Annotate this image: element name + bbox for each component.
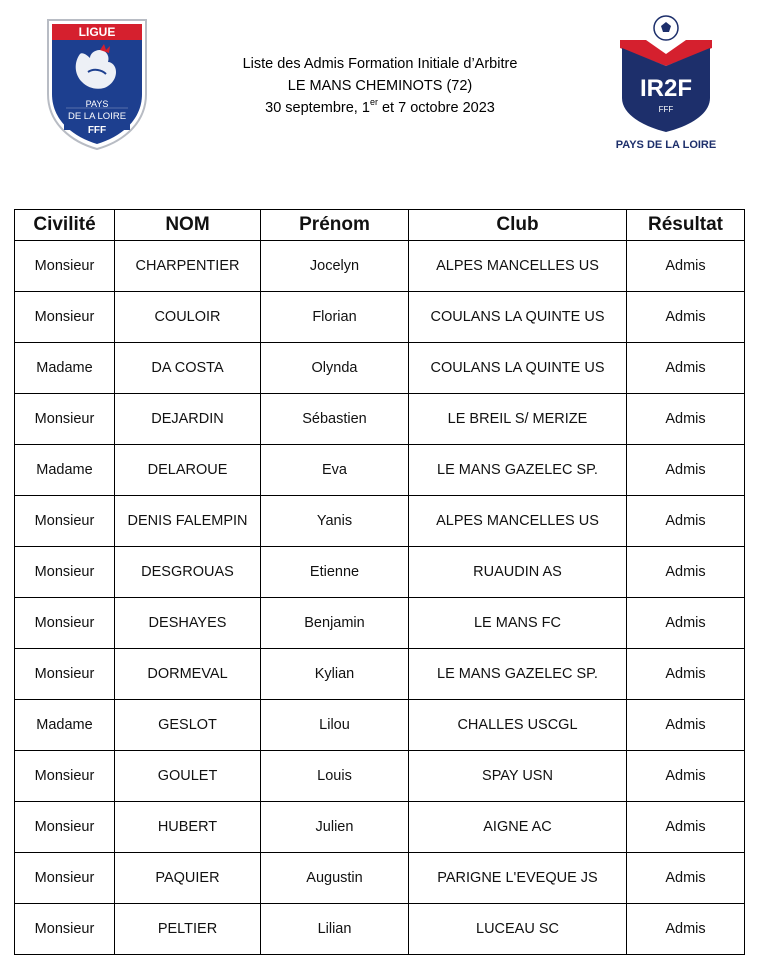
column-header-resultat: Résultat xyxy=(627,210,745,241)
header-dates-start: 30 septembre, 1 xyxy=(265,100,370,116)
cell-nom: DORMEVAL xyxy=(115,649,261,700)
cell-prenom: Benjamin xyxy=(261,598,409,649)
cell-club: LE MANS GAZELEC SP. xyxy=(409,445,627,496)
cell-resultat: Admis xyxy=(627,547,745,598)
logo-right-mark: IR2F xyxy=(639,75,693,102)
cell-prenom: Olynda xyxy=(261,343,409,394)
table-header-row xyxy=(15,210,745,241)
table-row xyxy=(15,445,745,496)
header-dates xyxy=(190,97,570,119)
cell-prenom: Lilou xyxy=(261,700,409,751)
cell-club: LE BREIL S/ MERIZE xyxy=(409,394,627,445)
cell-civilite: Monsieur xyxy=(15,751,115,802)
cell-resultat: Admis xyxy=(627,343,745,394)
cell-resultat: Admis xyxy=(627,853,745,904)
cell-club: AIGNE AC xyxy=(409,802,627,853)
cell-prenom: Jocelyn xyxy=(261,241,409,292)
table-row xyxy=(15,547,745,598)
cell-nom: DELAROUE xyxy=(115,445,261,496)
cell-nom: COULOIR xyxy=(115,292,261,343)
cell-prenom: Florian xyxy=(261,292,409,343)
column-header-club: Club xyxy=(409,210,627,241)
logo-left-top-text: LIGUE xyxy=(78,25,116,39)
cell-civilite: Monsieur xyxy=(15,547,115,598)
column-header-civilite: Civilité xyxy=(15,210,115,241)
cell-prenom: Augustin xyxy=(261,853,409,904)
table-row xyxy=(15,241,745,292)
column-header-nom: NOM xyxy=(115,210,261,241)
cell-prenom: Kylian xyxy=(261,649,409,700)
cell-civilite: Monsieur xyxy=(15,292,115,343)
cell-civilite: Madame xyxy=(15,700,115,751)
table-row xyxy=(15,904,745,955)
cell-nom: GESLOT xyxy=(115,700,261,751)
cell-club: PARIGNE L'EVEQUE JS xyxy=(409,853,627,904)
cell-nom: PELTIER xyxy=(115,904,261,955)
cell-prenom: Yanis xyxy=(261,496,409,547)
logo-left-line1: PAYS xyxy=(85,99,109,109)
cell-resultat: Admis xyxy=(627,445,745,496)
table-row xyxy=(15,649,745,700)
table-row xyxy=(15,751,745,802)
cell-prenom: Louis xyxy=(261,751,409,802)
cell-prenom: Sébastien xyxy=(261,394,409,445)
cell-resultat: Admis xyxy=(627,649,745,700)
cell-nom: CHARPENTIER xyxy=(115,241,261,292)
cell-resultat: Admis xyxy=(627,292,745,343)
cell-nom: DESHAYES xyxy=(115,598,261,649)
cell-prenom: Lilian xyxy=(261,904,409,955)
header-dates-end: et 7 octobre 2023 xyxy=(377,100,495,116)
table-row xyxy=(15,700,745,751)
cell-nom: DA COSTA xyxy=(115,343,261,394)
header-venue: LE MANS CHEMINOTS (72) xyxy=(287,78,473,94)
cell-prenom: Julien xyxy=(261,802,409,853)
cell-club: LE MANS GAZELEC SP. xyxy=(409,649,627,700)
logo-left-line2: DE LA LOIRE xyxy=(67,111,127,122)
document-header xyxy=(190,53,570,119)
cell-resultat: Admis xyxy=(627,751,745,802)
cell-prenom: Etienne xyxy=(261,547,409,598)
cell-resultat: Admis xyxy=(627,802,745,853)
cell-resultat: Admis xyxy=(627,700,745,751)
table-row xyxy=(15,292,745,343)
cell-nom: HUBERT xyxy=(115,802,261,853)
cell-nom: DESGROUAS xyxy=(115,547,261,598)
logo-right-caption: PAYS DE LA LOIRE xyxy=(615,139,717,151)
cell-civilite: Madame xyxy=(15,343,115,394)
cell-nom: DENIS FALEMPIN xyxy=(115,496,261,547)
ir2f-logo xyxy=(610,14,722,156)
table-row xyxy=(15,853,745,904)
logo-left-line3: FFF xyxy=(87,125,107,136)
cell-resultat: Admis xyxy=(627,496,745,547)
cell-prenom: Eva xyxy=(261,445,409,496)
cell-club: RUAUDIN AS xyxy=(409,547,627,598)
cell-civilite: Monsieur xyxy=(15,649,115,700)
cell-civilite: Monsieur xyxy=(15,598,115,649)
header-title: Liste des Admis Formation Initiale d’Arbitre xyxy=(242,56,518,72)
ligue-pays-de-la-loire-logo xyxy=(44,16,150,152)
cell-club: LE MANS FC xyxy=(409,598,627,649)
cell-civilite: Monsieur xyxy=(15,241,115,292)
table-row xyxy=(15,802,745,853)
cell-civilite: Monsieur xyxy=(15,496,115,547)
cell-resultat: Admis xyxy=(627,241,745,292)
cell-resultat: Admis xyxy=(627,394,745,445)
header-dates-sup: er xyxy=(369,97,378,108)
logo-right-sub: FFF xyxy=(658,105,674,114)
cell-resultat: Admis xyxy=(627,904,745,955)
table-row xyxy=(15,598,745,649)
cell-club: CHALLES USCGL xyxy=(409,700,627,751)
table-row xyxy=(15,394,745,445)
column-header-prenom: Prénom xyxy=(261,210,409,241)
cell-club: LUCEAU SC xyxy=(409,904,627,955)
cell-nom: GOULET xyxy=(115,751,261,802)
cell-club: ALPES MANCELLES US xyxy=(409,496,627,547)
table-row xyxy=(15,343,745,394)
admis-table xyxy=(14,209,745,955)
cell-club: COULANS LA QUINTE US xyxy=(409,292,627,343)
cell-club: COULANS LA QUINTE US xyxy=(409,343,627,394)
cell-civilite: Monsieur xyxy=(15,853,115,904)
cell-civilite: Monsieur xyxy=(15,394,115,445)
cell-nom: DEJARDIN xyxy=(115,394,261,445)
cell-club: ALPES MANCELLES US xyxy=(409,241,627,292)
cell-civilite: Monsieur xyxy=(15,802,115,853)
cell-nom: PAQUIER xyxy=(115,853,261,904)
cell-resultat: Admis xyxy=(627,598,745,649)
cell-civilite: Madame xyxy=(15,445,115,496)
cell-civilite: Monsieur xyxy=(15,904,115,955)
table-body xyxy=(15,241,745,955)
table-row xyxy=(15,496,745,547)
cell-club: SPAY USN xyxy=(409,751,627,802)
